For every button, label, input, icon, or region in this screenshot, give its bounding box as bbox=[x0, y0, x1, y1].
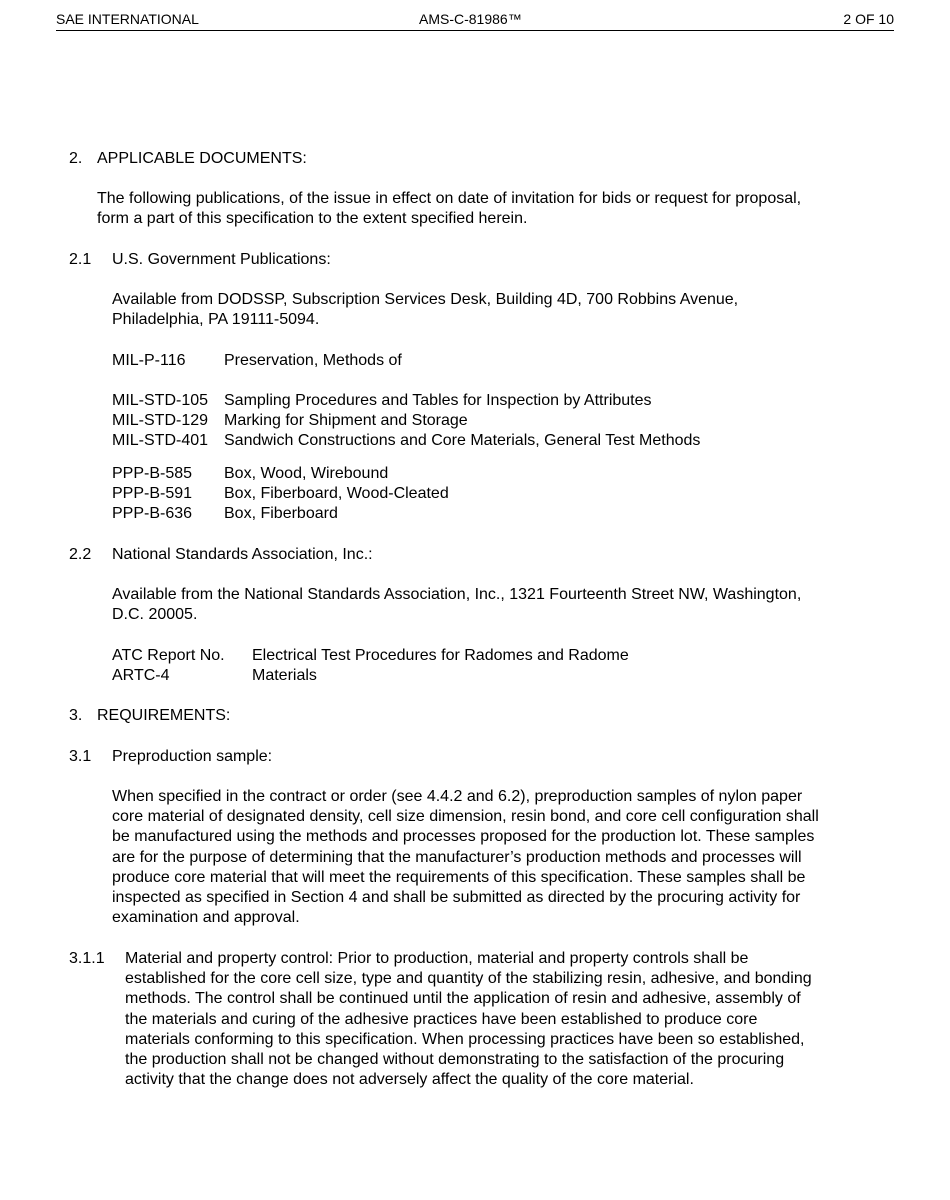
reference-id: PPP-B-636 bbox=[112, 505, 193, 522]
reference-id: ARTC-4 bbox=[112, 667, 170, 684]
section-3-title: REQUIREMENTS: bbox=[97, 707, 231, 724]
section-2-2-title: National Standards Association, Inc.: bbox=[112, 546, 373, 563]
reference-title: Box, Wood, Wirebound bbox=[224, 465, 389, 482]
section-3-1-number: 3.1 bbox=[69, 748, 92, 765]
page-header bbox=[56, 10, 894, 30]
reference-title: Sandwich Constructions and Core Materials, General Test Methods bbox=[224, 432, 701, 449]
section-2-1-availability bbox=[112, 290, 738, 330]
section-2-2-availability bbox=[112, 585, 801, 625]
reference-title: Materials bbox=[252, 667, 317, 684]
header-doc-number: AMS-C-81986™ bbox=[419, 11, 522, 27]
reference-id: MIL-P-116 bbox=[112, 352, 186, 369]
text-line: established for the core cell size, type and quantity of the stabilizing resin, adhesive, and bonding bbox=[125, 970, 812, 988]
section-3-number: 3. bbox=[69, 707, 83, 724]
reference-title: Electrical Test Procedures for Radomes and Radome bbox=[252, 647, 629, 664]
text-line: methods. The control shall be continued until the application of resin and adhesive, assembly of bbox=[125, 990, 801, 1008]
reference-id: MIL-STD-105 bbox=[112, 392, 209, 409]
text-line: produce core material that will meet the requirements of this specification. These samples shall be bbox=[112, 868, 806, 886]
text-line: are for the purpose of determining that the manufacturer’s production methods and processes will bbox=[112, 848, 802, 866]
text-line: the materials and curing of the adhesive practices have been established to produce core bbox=[125, 1010, 758, 1028]
text-line: D.C. 20005. bbox=[112, 606, 198, 624]
reference-title: Preservation, Methods of bbox=[224, 352, 402, 369]
section-3-1-body bbox=[112, 787, 819, 928]
section-2-1-title: U.S. Government Publications: bbox=[112, 251, 331, 268]
header-organization: SAE INTERNATIONAL bbox=[56, 11, 199, 27]
text-line: Available from DODSSP, Subscription Services Desk, Building 4D, 700 Robbins Avenue, bbox=[112, 291, 739, 308]
reference-title: Sampling Procedures and Tables for Inspection by Attributes bbox=[224, 392, 652, 409]
text-line: materials conforming to this specification. When processing practices have been so established, bbox=[125, 1030, 805, 1048]
section-2-intro bbox=[97, 189, 801, 229]
section-3-1-1-body bbox=[125, 949, 812, 1090]
text-line: inspected as specified in Section 4 and shall be submitted as directed by the procuring activity for bbox=[112, 889, 801, 907]
text-line: form a part of this specification to the extent specified herein. bbox=[97, 210, 528, 228]
reference-title: Box, Fiberboard, Wood-Cleated bbox=[224, 485, 449, 502]
text-line: activity that the change does not adversely affect the quality of the core material. bbox=[125, 1071, 694, 1089]
section-2-2-number: 2.2 bbox=[69, 546, 92, 563]
reference-id: PPP-B-585 bbox=[112, 465, 193, 482]
text-line: be manufactured using the methods and processes proposed for the production lot. These samples bbox=[112, 828, 815, 846]
section-3-1-1-number: 3.1.1 bbox=[69, 950, 105, 967]
section-2-title: APPLICABLE DOCUMENTS: bbox=[97, 150, 307, 167]
reference-id: MIL-STD-401 bbox=[112, 432, 209, 449]
text-line: The following publications, of the issue in effect on date of invitation for bids or request for proposal, bbox=[97, 190, 802, 207]
text-line: Philadelphia, PA 19111-5094. bbox=[112, 311, 320, 329]
section-2-1-number: 2.1 bbox=[69, 251, 92, 268]
reference-title: Box, Fiberboard bbox=[224, 505, 338, 522]
text-line: When specified in the contract or order (see 4.4.2 and 6.2), preproduction samples of nylon paper bbox=[112, 788, 803, 805]
text-line: examination and approval. bbox=[112, 909, 300, 927]
header-rule bbox=[56, 30, 894, 31]
section-2-number: 2. bbox=[69, 150, 83, 167]
reference-title: Marking for Shipment and Storage bbox=[224, 412, 468, 429]
reference-id: ATC Report No. bbox=[112, 647, 225, 664]
text-line: the production shall not be changed without demonstrating to the satisfaction of the procuring bbox=[125, 1051, 785, 1069]
text-line: Material and property control: Prior to production, material and property controls shall be bbox=[125, 950, 749, 967]
text-line: Available from the National Standards Association, Inc., 1321 Fourteenth Street NW, Washington, bbox=[112, 586, 802, 603]
reference-id: MIL-STD-129 bbox=[112, 412, 209, 429]
header-page-number: 2 OF 10 bbox=[843, 11, 894, 27]
text-line: core material of designated density, cell size dimension, resin bond, and core cell configuration shall bbox=[112, 808, 819, 826]
section-3-1-title: Preproduction sample: bbox=[112, 748, 273, 765]
reference-id: PPP-B-591 bbox=[112, 485, 193, 502]
